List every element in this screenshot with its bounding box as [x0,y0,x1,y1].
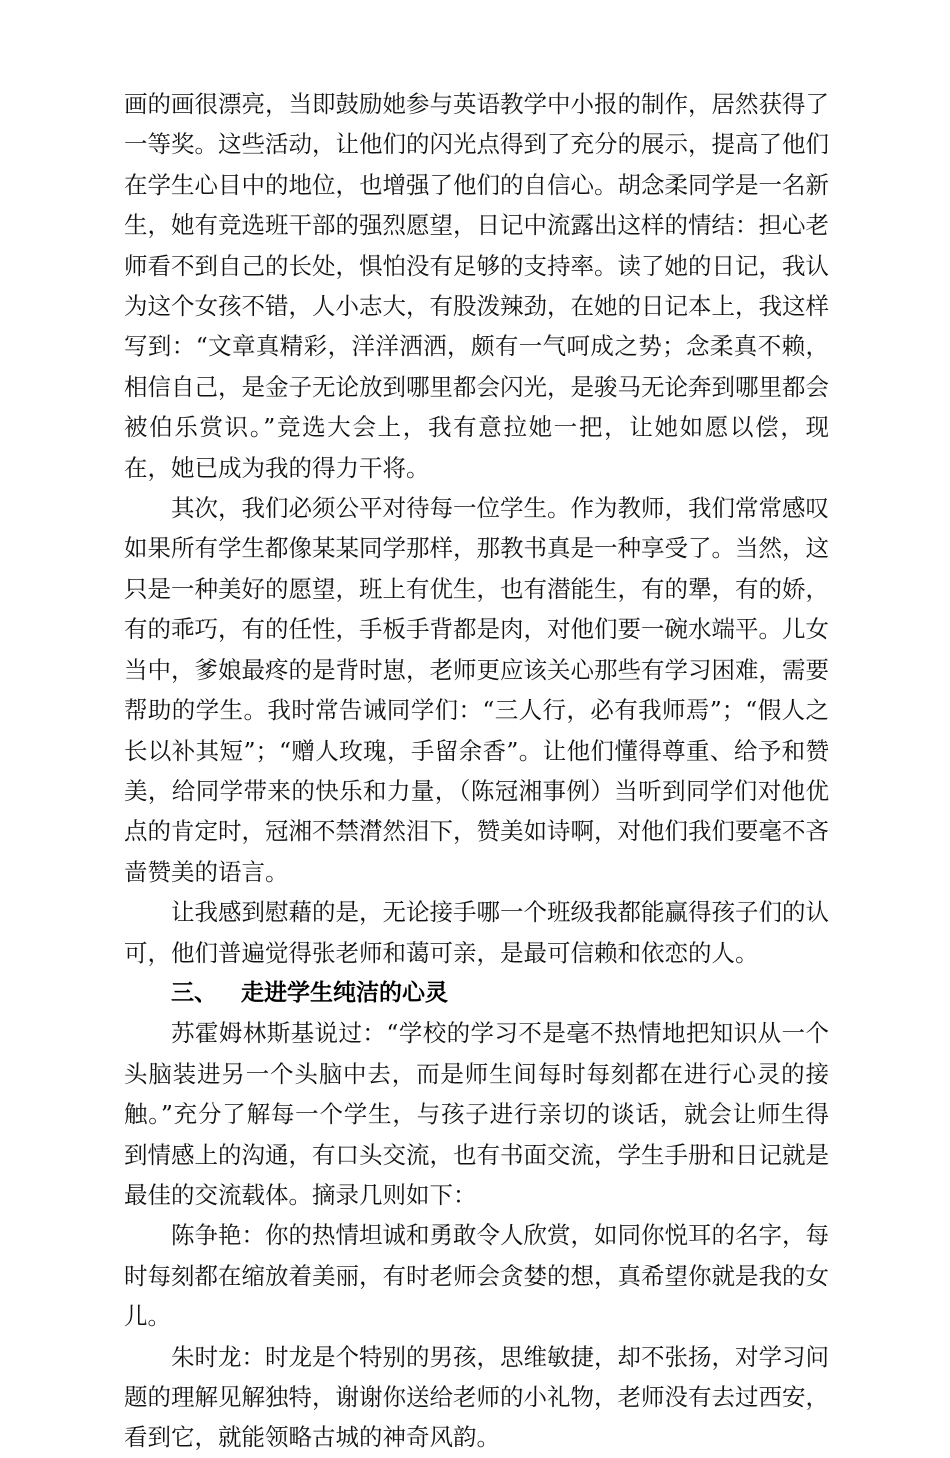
paragraph-3: 让我感到慰藉的是，无论接手哪一个班级我都能赢得孩子们的认可，他们普遍觉得张老师和蔼可亲，是最可信赖和依恋的人。 [124,898,829,967]
document-body [124,84,829,1458]
section-number: 三、 [171,979,217,1006]
section-heading [124,973,829,1013]
section-title: 走进学生纯洁的心灵 [241,979,448,1006]
paragraph-5: 陈争艳：你的热情坦诚和勇敢令人欣赏，如同你悦耳的名字，每时每刻都在缩放着美丽，有时老师会贪婪的想，真希望你就是我的女儿。 [124,1221,829,1331]
paragraph-6: 朱时龙：时龙是个特别的男孩，思维敏捷，却不张扬，对学习问题的理解见解独特，谢谢你送给老师的小礼物，老师没有去过西安，看到它，就能领略古城的神奇风韵。 [124,1342,829,1452]
paragraph-2: 其次，我们必须公平对待每一位学生。作为教师，我们常常感叹如果所有学生都像某某同学那样，那教书真是一种享受了。当然，这只是一种美好的愿望，班上有优生，也有潜能生，有的犟，有的娇，有的乖巧，有的任性，手板手背都是肉，对他们要一碗水端平。儿女当中，爹娘最疼的是背时崽，老师更应该关心那些有学习困难，需要帮助的学生。我时常告诫同学们：“三人行，必有我师焉”；“假人之长以补其短”；“赠人玫瑰，手留余香”。让他们懂得尊重、给予和赞美，给同学带来的快乐和力量，（陈冠湘事例）当听到同学们对他优点的肯定时，冠湘不禁潸然泪下，赞美如诗啊，对他们我们要毫不吝啬赞美的语言。 [124,494,829,886]
paragraph-1: 画的画很漂亮，当即鼓励她参与英语教学中小报的制作，居然获得了一等奖。这些活动，让他们的闪光点得到了充分的展示，提高了他们在学生心目中的地位，也增强了他们的自信心。胡念柔同学是一名新生，她有竞选班干部的强烈愿望，日记中流露出这样的情结：担心老师看不到自己的长处，惧怕没有足够的支持率。读了她的日记，我认为这个女孩不错，人小志大，有股泼辣劲，在她的日记本上，我这样写到：“文章真精彩，洋洋洒洒，颇有一气呵成之势；念柔真不赖，相信自己，是金子无论放到哪里都会闪光，是骏马无论奔到哪里都会被伯乐赏识。”竞选大会上，我有意拉她一把，让她如愿以偿，现在，她已成为我的得力干将。 [124,90,829,482]
paragraph-4: 苏霍姆林斯基说过：“学校的学习不是毫不热情地把知识从一个头脑装进另一个头脑中去，而是师生间每时每刻都在进行心灵的接触。”充分了解每一个学生，与孩子进行亲切的谈话，就会让师生得到情感上的沟通，有口头交流，也有书面交流，学生手册和日记就是最佳的交流载体。摘录几则如下： [124,1019,829,1209]
